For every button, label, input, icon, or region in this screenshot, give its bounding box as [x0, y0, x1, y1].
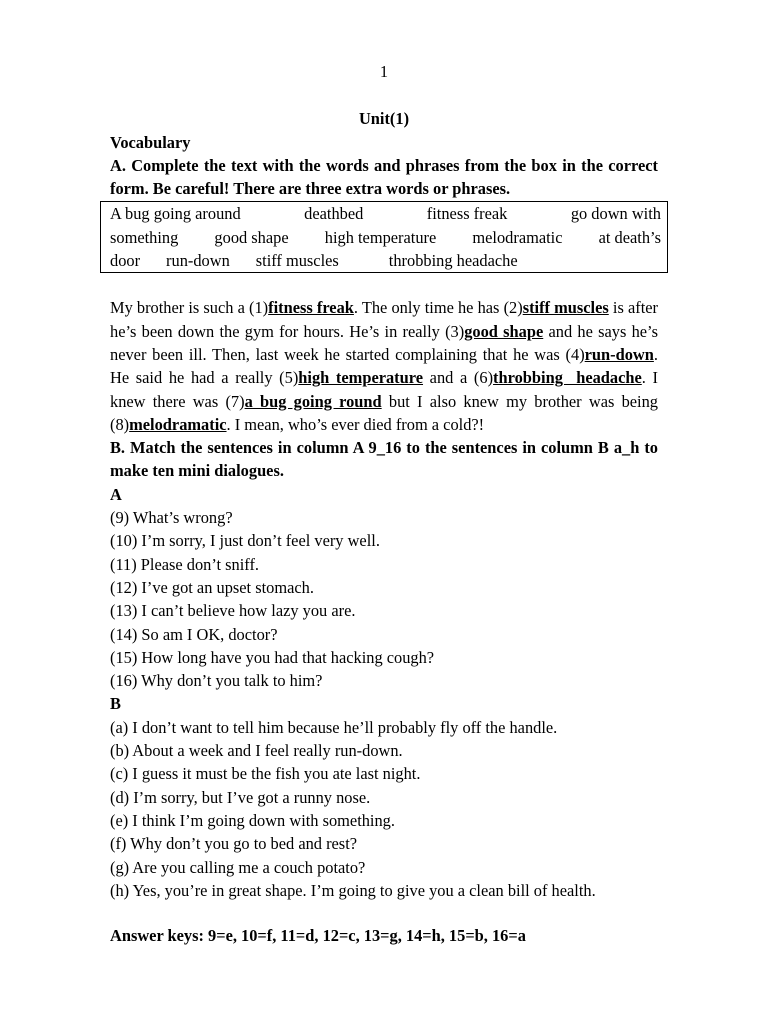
list-item: (c) I guess it must be the fish you ate last night. [110, 764, 421, 784]
passage-text: . I knew there was (7) [110, 368, 658, 411]
passage-text: but I also knew my brother was being (8) [110, 391, 658, 434]
page-number: 1 [379, 62, 389, 81]
passage-text: . I mean, who’s ever died from a cold?! [226, 414, 485, 434]
list-item: (b) About a week and I feel really run-down. [110, 741, 403, 761]
list-item: (a) I don’t want to tell him because he’ll probably fly off the handle. [110, 717, 558, 737]
column-b-label: B [110, 694, 121, 714]
passage-text: is after he’s been down the gym for hours. He’s in really (3) [110, 298, 658, 341]
word-item: fitness freak [426, 204, 508, 224]
list-item: (d) I’m sorry, but I’ve got a runny nose. [110, 787, 371, 807]
section-title: Vocabulary [110, 132, 191, 152]
list-item: (13) I can’t believe how lazy you are. [110, 601, 356, 621]
list-item: (g) Are you calling me a couch potato? [110, 857, 366, 877]
word-item: run-down [166, 251, 230, 271]
passage-text: and a (6) [423, 368, 494, 388]
list-item: (11) Please don’t sniff. [110, 554, 260, 574]
word-item: stiff muscles [255, 251, 339, 271]
answer-4: run-down [584, 344, 654, 364]
word-item: at death’s [598, 227, 661, 247]
column-a-list [110, 506, 658, 692]
word-box-line-1 [101, 202, 661, 225]
answer-5: high temperature [298, 368, 424, 388]
word-item: throbbing headache [388, 251, 518, 271]
instruction-b: B. Match the sentences in column A 9_16 to the sentences in column B a_h to make ten mini dialogues. [110, 438, 658, 481]
word-item: good shape [214, 227, 289, 247]
list-item: (h) Yes, you’re in great shape. I’m going to give you a clean bill of health. [110, 880, 596, 900]
word-box-line-3 [101, 249, 661, 272]
answer-2: stiff muscles [522, 298, 609, 318]
list-item: (15) How long have you had that hacking cough? [110, 647, 435, 667]
list-item: (14) So am I OK, doctor? [110, 624, 278, 644]
word-item: deathbed [304, 204, 364, 224]
answer-6: throbbing headache [493, 368, 642, 388]
word-box [100, 201, 668, 273]
answer-8: melodramatic [129, 414, 227, 434]
answer-keys: Answer keys: 9=e, 10=f, 11=d, 12=c, 13=g, 14=h, 15=b, 16=a [110, 926, 526, 946]
unit-title: Unit(1) [358, 109, 410, 129]
word-item: A bug going around [110, 204, 241, 224]
word-box-line-2 [101, 226, 661, 249]
passage-text: . The only time he has (2) [353, 298, 523, 318]
answer-7: a bug going round [244, 391, 382, 411]
passage-text: . He said he had a really (5) [110, 344, 658, 388]
word-item: melodramatic [472, 227, 563, 247]
word-item: door [110, 251, 141, 271]
passage-text: and he says he’s never been ill. Then, last week he started complaining that he was (4) [110, 321, 658, 364]
list-item: (12) I’ve got an upset stomach. [110, 577, 314, 597]
passage-text: My brother is such a (1) [110, 298, 269, 318]
list-item: (f) Why don’t you go to bed and rest? [110, 834, 358, 854]
word-item: something [110, 227, 179, 247]
answer-1: fitness freak [268, 298, 354, 318]
answer-3: good shape [464, 321, 544, 341]
worksheet-page [110, 60, 661, 947]
list-item: (9) What’s wrong? [110, 508, 233, 528]
word-item: go down with [570, 204, 661, 224]
instruction-a: A. Complete the text with the words and phrases from the box in the correct form. Be careful! There are three extra words or phrases. [110, 155, 658, 199]
column-a-label: A [110, 484, 122, 504]
list-item: (e) I think I’m going down with something. [110, 810, 395, 830]
column-b-list [110, 716, 658, 902]
spacer [110, 273, 658, 296]
word-item: high temperature [324, 227, 437, 247]
list-item: (10) I’m sorry, I just don’t feel very well. [110, 531, 380, 551]
list-item: (16) Why don’t you talk to him? [110, 671, 323, 691]
passage [110, 296, 658, 436]
